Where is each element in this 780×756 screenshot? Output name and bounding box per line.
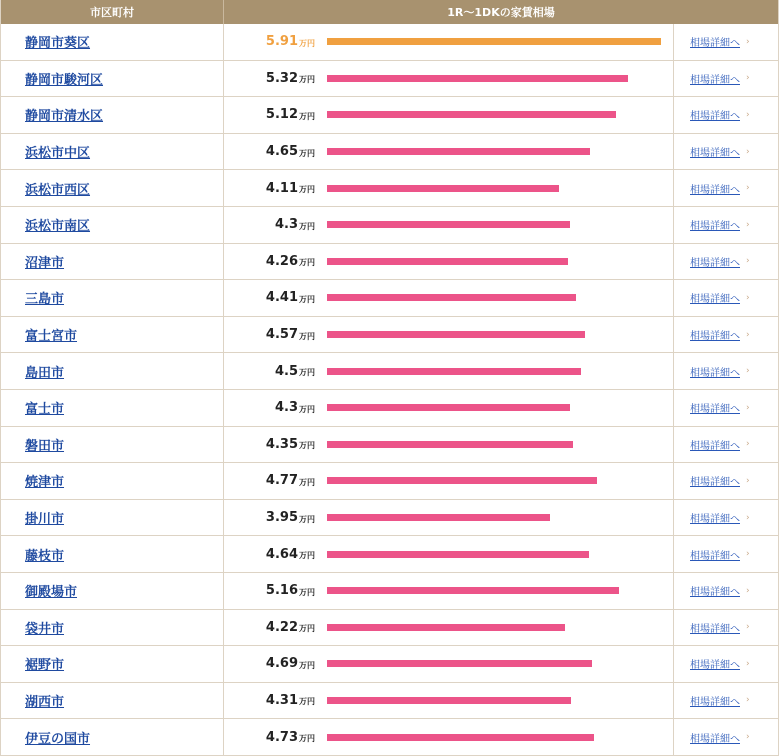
city-cell [1,170,224,206]
bar-cell [321,353,673,389]
table-row [1,719,778,756]
rent-unit: 万円 [299,221,315,231]
table-row [1,170,778,207]
rent-bar [327,441,573,448]
rent-bar [327,294,576,301]
rent-bar [327,148,590,155]
price-cell [224,207,321,243]
detail-link[interactable]: 相場詳細へ [690,74,740,86]
chevron-right-icon: › [746,219,750,230]
rent-value: 4.26 [265,253,298,269]
chevron-right-icon: › [746,475,750,486]
price-cell [224,244,321,280]
city-cell [1,317,224,353]
detail-cell [673,24,778,60]
detail-cell [673,134,778,170]
rent-value: 4.3 [274,400,298,416]
detail-cell [673,427,778,463]
table-row [1,646,778,683]
city-cell [1,573,224,609]
rent-unit: 万円 [299,111,315,121]
bar-cell [321,280,673,316]
rent-bar [327,514,550,521]
city-link[interactable]: 御殿場市 [25,585,78,601]
detail-cell [673,61,778,97]
table-row [1,280,778,317]
chevron-right-icon: › [746,622,750,633]
rent-column-header: 1R〜1DKの家賃相場 [447,6,555,19]
city-cell [1,244,224,280]
detail-cell [673,536,778,572]
rent-value: 4.57 [265,327,298,343]
city-link[interactable]: 裾野市 [25,658,65,674]
city-link[interactable]: 富士市 [25,402,65,418]
chevron-right-icon: › [746,439,750,450]
rent-bar [327,551,589,558]
bar-cell [321,317,673,353]
detail-link[interactable]: 相場詳細へ [690,550,740,562]
rent-bar [327,75,628,82]
rent-value: 3.95 [265,510,298,526]
city-link[interactable]: 伊豆の国市 [25,731,91,747]
price-cell [224,97,321,133]
city-link[interactable]: 沼津市 [25,255,65,271]
rent-bar [327,331,585,338]
rent-unit: 万円 [299,477,315,487]
city-link[interactable]: 浜松市南区 [25,219,91,235]
detail-link[interactable]: 相場詳細へ [690,440,740,452]
rent-value: 4.64 [265,546,298,562]
detail-cell [673,353,778,389]
city-link[interactable]: 静岡市葵区 [25,36,91,52]
bar-cell [321,610,673,646]
table-row [1,24,778,61]
city-link[interactable]: 富士宮市 [25,329,78,345]
rent-value: 5.16 [265,583,298,599]
detail-link[interactable]: 相場詳細へ [690,623,740,635]
table-row [1,134,778,171]
rent-unit: 万円 [299,368,315,378]
city-cell [1,390,224,426]
rent-value: 5.91 [265,34,298,50]
detail-link[interactable]: 相場詳細へ [690,111,740,123]
bar-cell [321,134,673,170]
rent-bar [327,734,594,741]
bar-cell [321,719,673,755]
table-row [1,244,778,281]
city-cell [1,610,224,646]
rent-unit: 万円 [299,514,315,524]
rent-bar [327,258,568,265]
rent-value: 4.65 [265,144,298,160]
price-cell [224,427,321,463]
chevron-right-icon: › [746,366,750,377]
rent-value: 4.31 [265,692,298,708]
price-cell [224,353,321,389]
chevron-right-icon: › [746,292,750,303]
chevron-right-icon: › [746,36,750,47]
city-link[interactable]: 静岡市清水区 [25,109,104,125]
rent-value: 4.77 [265,473,298,489]
rent-unit: 万円 [299,551,315,561]
bar-cell [321,536,673,572]
detail-link[interactable]: 相場詳細へ [690,221,740,233]
price-cell [224,573,321,609]
detail-link[interactable]: 相場詳細へ [690,696,740,708]
detail-cell [673,170,778,206]
price-cell [224,134,321,170]
detail-cell [673,500,778,536]
detail-cell [673,719,778,755]
table-header [1,0,778,24]
chevron-right-icon: › [746,109,750,120]
city-cell [1,463,224,499]
table-row [1,353,778,390]
rent-bar [327,624,565,631]
detail-link[interactable]: 相場詳細へ [690,331,740,343]
rent-bar [327,38,661,45]
chevron-right-icon: › [746,732,750,743]
rent-value: 4.41 [265,290,298,306]
chevron-right-icon: › [746,585,750,596]
bar-cell [321,683,673,719]
bar-cell [321,61,673,97]
price-cell [224,646,321,682]
detail-cell [673,97,778,133]
rent-value: 4.73 [265,729,298,745]
city-cell [1,134,224,170]
rent-unit: 万円 [299,587,315,597]
city-link[interactable]: 掛川市 [25,512,65,528]
bar-cell [321,207,673,243]
detail-cell [673,463,778,499]
price-cell [224,536,321,572]
rent-bar [327,404,570,411]
city-column-header: 市区町村 [1,0,224,24]
chevron-right-icon: › [746,256,750,267]
city-cell [1,500,224,536]
rent-value: 4.35 [265,436,298,452]
bar-cell [321,170,673,206]
rent-bar [327,368,581,375]
detail-link[interactable]: 相場詳細へ [690,257,740,269]
rent-unit: 万円 [299,75,315,85]
city-cell [1,280,224,316]
rent-value: 4.69 [265,656,298,672]
detail-cell [673,683,778,719]
city-cell [1,97,224,133]
city-link[interactable]: 島田市 [25,365,65,381]
chevron-right-icon: › [746,549,750,560]
table-row [1,683,778,720]
city-link[interactable]: 三島市 [25,292,65,308]
rent-value: 5.32 [265,70,298,86]
detail-cell [673,280,778,316]
table-row [1,317,778,354]
rent-unit: 万円 [299,660,315,670]
price-cell [224,280,321,316]
rent-unit: 万円 [299,38,315,48]
table-row [1,610,778,647]
rent-bar [327,587,619,594]
price-cell [224,24,321,60]
rent-unit: 万円 [299,331,315,341]
rent-bar [327,221,570,228]
table-row [1,61,778,98]
city-cell [1,24,224,60]
detail-cell [673,317,778,353]
rent-value: 4.22 [265,619,298,635]
city-link[interactable]: 藤枝市 [25,548,65,564]
detail-link[interactable]: 相場詳細へ [690,660,740,672]
bar-cell [321,573,673,609]
rent-bar [327,660,592,667]
bar-cell [321,500,673,536]
bar-cell [321,24,673,60]
price-cell [224,463,321,499]
detail-cell [673,244,778,280]
chevron-right-icon: › [746,183,750,194]
rent-bar [327,697,571,704]
rent-unit: 万円 [299,734,315,744]
detail-link[interactable]: 相場詳細へ [690,294,740,306]
price-cell [224,500,321,536]
city-link[interactable]: 浜松市中区 [25,146,91,162]
table-row [1,97,778,134]
city-cell [1,683,224,719]
detail-cell [673,610,778,646]
city-cell [1,353,224,389]
chevron-right-icon: › [746,512,750,523]
price-cell [224,719,321,755]
chevron-right-icon: › [746,695,750,706]
detail-link[interactable]: 相場詳細へ [690,367,740,379]
bar-cell [321,97,673,133]
rent-bar [327,477,597,484]
city-link[interactable]: 浜松市西区 [25,182,91,198]
city-cell [1,207,224,243]
table-row [1,536,778,573]
bar-cell [321,427,673,463]
city-link[interactable]: 静岡市駿河区 [25,72,104,88]
rent-bar [327,185,559,192]
price-cell [224,390,321,426]
rent-unit: 万円 [299,697,315,707]
detail-link[interactable]: 相場詳細へ [690,148,740,160]
price-cell [224,317,321,353]
table-row [1,500,778,537]
chevron-right-icon: › [746,146,750,157]
rent-unit: 万円 [299,294,315,304]
detail-link[interactable]: 相場詳細へ [690,38,740,50]
city-link[interactable]: 袋井市 [25,621,65,637]
price-cell [224,170,321,206]
bar-cell [321,463,673,499]
detail-link[interactable]: 相場詳細へ [690,477,740,489]
bar-cell [321,244,673,280]
table-row [1,573,778,610]
table-row [1,463,778,500]
detail-link[interactable]: 相場詳細へ [690,184,740,196]
rent-unit: 万円 [299,148,315,158]
price-cell [224,610,321,646]
rent-value: 4.5 [274,363,298,379]
price-cell [224,683,321,719]
detail-link[interactable]: 相場詳細へ [690,514,740,526]
city-cell [1,646,224,682]
table-body [1,24,778,756]
city-cell [1,536,224,572]
detail-link[interactable]: 相場詳細へ [690,404,740,416]
rent-unit: 万円 [299,258,315,268]
rent-value: 5.12 [265,107,298,123]
rent-unit: 万円 [299,441,315,451]
rent-bar [327,111,616,118]
rent-unit: 万円 [299,185,315,195]
table-row [1,207,778,244]
rent-value: 4.11 [265,180,298,196]
chevron-right-icon: › [746,329,750,340]
detail-link[interactable]: 相場詳細へ [690,733,740,745]
city-link[interactable]: 焼津市 [25,475,65,491]
table-row [1,390,778,427]
price-cell [224,61,321,97]
chevron-right-icon: › [746,658,750,669]
city-cell [1,61,224,97]
bar-cell [321,390,673,426]
city-cell [1,427,224,463]
chevron-right-icon: › [746,402,750,413]
table-row [1,427,778,464]
rent-unit: 万円 [299,624,315,634]
city-link[interactable]: 磐田市 [25,438,65,454]
rent-value: 4.3 [274,217,298,233]
rent-unit: 万円 [299,404,315,414]
detail-cell [673,390,778,426]
detail-cell [673,573,778,609]
chevron-right-icon: › [746,73,750,84]
city-cell [1,719,224,755]
detail-link[interactable]: 相場詳細へ [690,587,740,599]
city-link[interactable]: 湖西市 [25,694,65,710]
detail-cell [673,646,778,682]
detail-cell [673,207,778,243]
bar-cell [321,646,673,682]
